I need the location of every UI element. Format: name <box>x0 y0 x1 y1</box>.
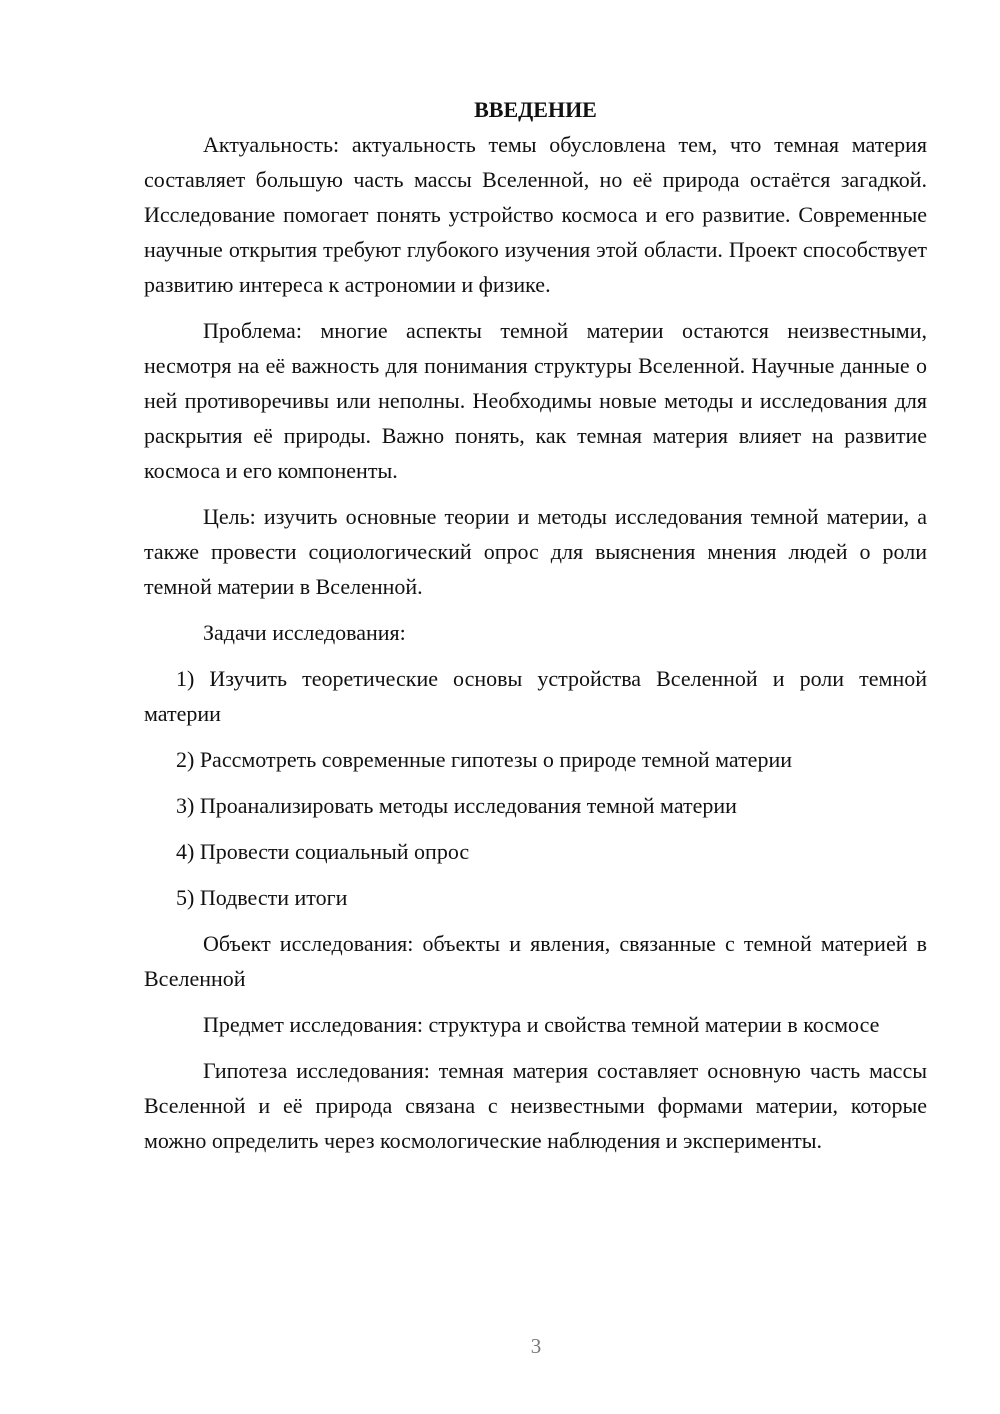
task-item-2: 2) Рассмотреть современные гипотезы о природе темной материи <box>176 747 792 772</box>
page-content <box>144 92 927 1169</box>
hypothesis-paragraph: Гипотеза исследования: темная материя составляет основную часть массы Вселенной и её природа связана с неизвестными формами материи, которые можно определить через космологические наблюдения и эксперименты. <box>144 1058 927 1153</box>
task-item-1: 1) Изучить теоретические основы устройства Вселенной и роли темной материи <box>144 666 927 726</box>
subject-paragraph: Предмет исследования: структура и свойства темной материи в космосе <box>203 1012 880 1037</box>
relevance-paragraph: Актуальность: актуальность темы обусловлена тем, что темная материя составляет большую часть массы Вселенной, но её природа остаётся загадкой. Исследование помогает понять устройство космоса и его развитие. Современные научные открытия требуют глубокого изучения этой области. Проект способствует развитию интереса к астрономии и физике. <box>144 132 927 297</box>
problem-paragraph: Проблема: многие аспекты темной материи остаются неизвестными, несмотря на её важность для понимания структуры Вселенной. Научные данные о ней противоречивы или неполны. Необходимы новые методы и исследования для раскрытия её природы. Важно понять, как темная материя влияет на развитие космоса и его компоненты. <box>144 318 927 483</box>
task-item-4: 4) Провести социальный опрос <box>176 839 470 864</box>
section-heading: ВВЕДЕНИЕ <box>474 97 597 122</box>
object-paragraph: Объект исследования: объекты и явления, связанные с темной материей в Вселенной <box>144 931 927 991</box>
task-item-3: 3) Проанализировать методы исследования темной материи <box>176 793 737 818</box>
page-number: 3 <box>530 1334 542 1358</box>
goal-paragraph: Цель: изучить основные теории и методы исследования темной материи, а также провести социологический опрос для выяснения мнения людей о роли темной материи в Вселенной. <box>144 504 927 599</box>
tasks-intro: Задачи исследования: <box>203 620 406 645</box>
task-item-5: 5) Подвести итоги <box>176 885 348 910</box>
